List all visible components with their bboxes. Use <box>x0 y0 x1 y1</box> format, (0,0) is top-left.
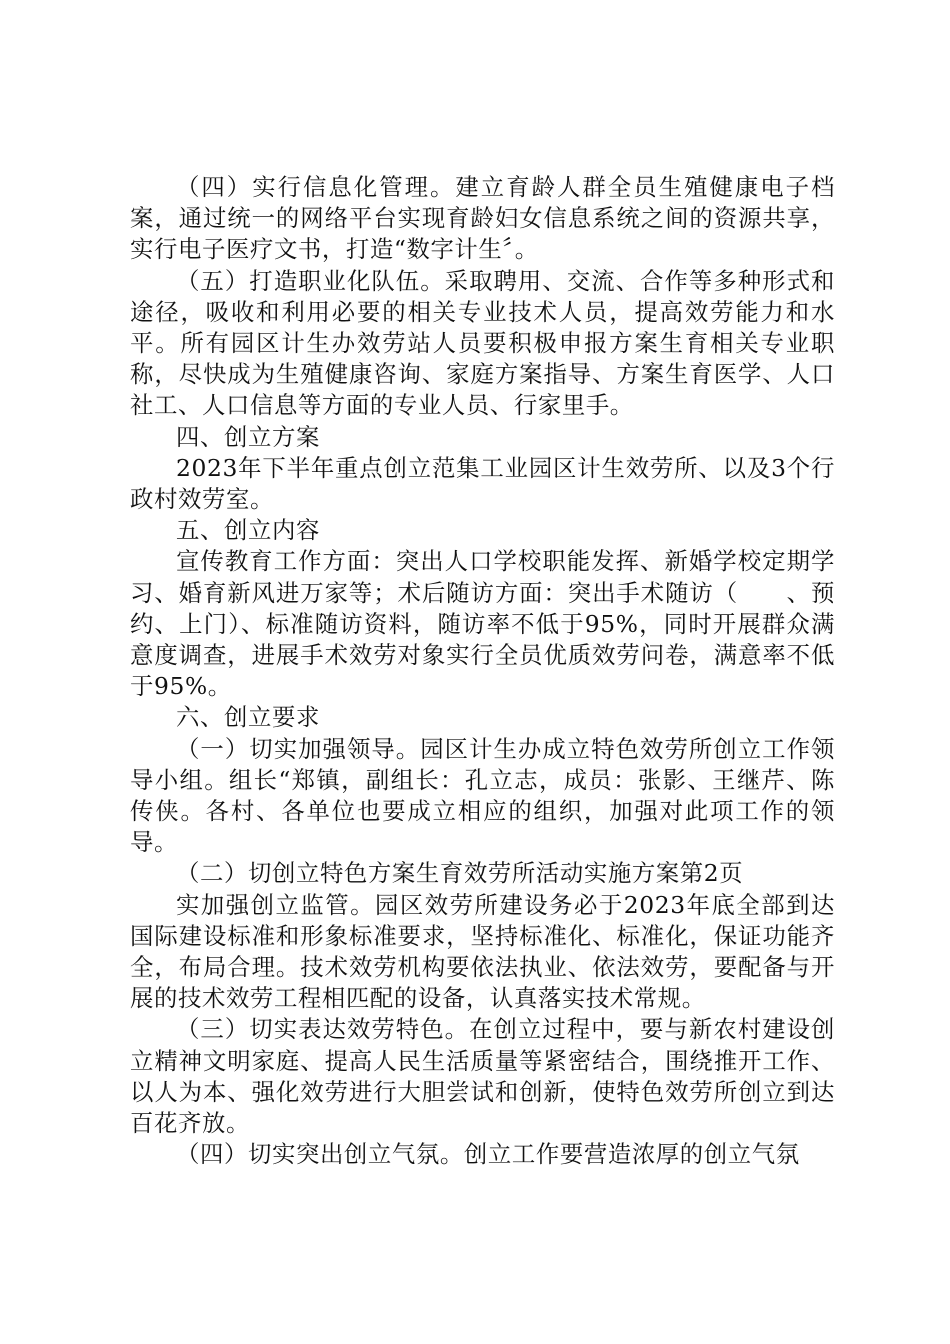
paragraph-creation-plan: 2023年下半年重点创立范集工业园区计生效劳所、以及3个行政村效劳室。 <box>130 453 835 514</box>
paragraph-supervision: 实加强创立监管。园区效劳所建设务必于2023年底全部到达国际建设标准和形象标准要求，坚持标准化、标准化，保证功能齐全，布局合理。技术效劳机构要依法执业、依法效劳，要配备与开展的技术效劳工程相匹配的设备，认真落实技术常规。 <box>130 890 835 1013</box>
paragraph-service-features: （三）切实表达效劳特色。在创立过程中，要与新农村建设创立精神文明家庭、提高人民生活质量等紧密结合，围绕推开工作、以人为本、强化效劳进行大胆尝试和创新，使特色效劳所创立到达百花齐放。 <box>130 1015 835 1138</box>
paragraph-leadership: （一）切实加强领导。园区计生办成立特色效劳所创立工作领导小组。组长“郑镇，副组长：孔立志，成员：张影、王继芹、陈传侠。各村、各单位也要成立相应的组织，加强对此项工作的领导。 <box>130 734 835 857</box>
document-body <box>130 172 835 1171</box>
paragraph-informatization: （四）实行信息化管理。建立育龄人群全员生殖健康电子档案，通过统一的网络平台实现育龄妇女信息系统之间的资源共享，实行电子医疗文书，打造“数字计生〞。 <box>130 173 835 264</box>
paragraph-professional-team: （五）打造职业化队伍。采取聘用、交流、合作等多种形式和途径，吸收和利用必要的相关专业技术人员，提高效劳能力和水平。所有园区计生办效劳站人员要积极申报方案生育相关专业职称，尽快成为生殖健康咨询、家庭方案指导、方案生育医学、人口社工、人口信息等方面的专业人员、行家里手。 <box>130 266 835 420</box>
paragraph-page-note: （二）切创立特色方案生育效劳所活动实施方案第2页 <box>176 859 744 888</box>
heading-section-5: 五、创立内容 <box>176 516 320 545</box>
heading-section-4: 四、创立方案 <box>176 422 320 451</box>
paragraph-atmosphere: （四）切实突出创立气氛。创立工作要营造浓厚的创立气氛 <box>176 1140 800 1169</box>
paragraph-creation-content: 宣传教育工作方面：突出人口学校职能发挥、新婚学校定期学习、婚育新风进万家等；术后随访方面：突出手术随访（ 、预约、上门）、标准随访资料，随访率不低于95%，同时开展群众满意度调查，进展手术效劳对象实行全员优质效劳问卷，满意率不低于95%。 <box>130 547 835 701</box>
heading-section-6: 六、创立要求 <box>176 703 320 732</box>
